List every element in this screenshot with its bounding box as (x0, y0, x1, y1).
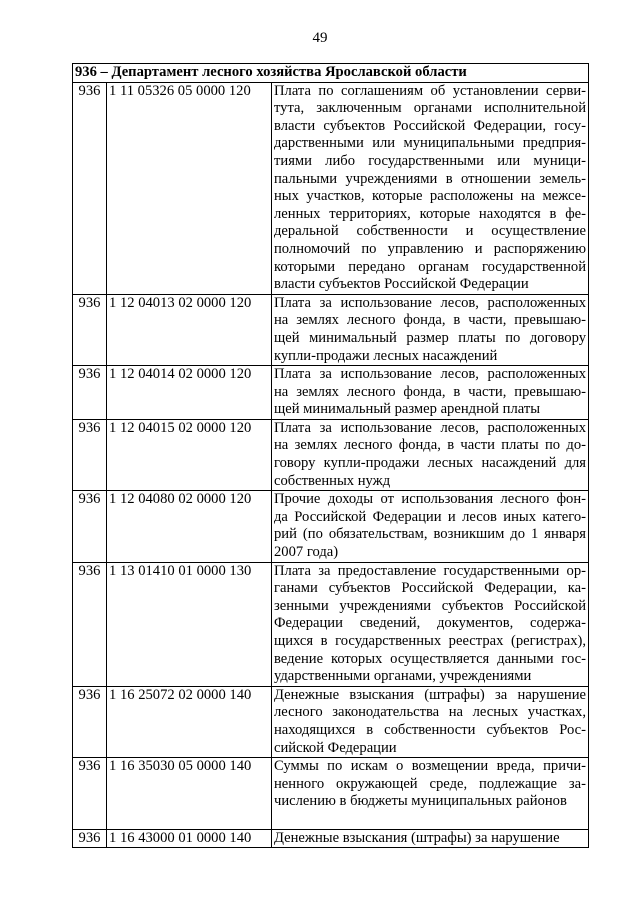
table-row (73, 419, 589, 490)
description-line: ных участков, которые расположены на межсе- (274, 188, 587, 205)
kbk-code-cell: 1 13 01410 01 0000 130 (107, 562, 272, 686)
description-line: пальными учреждениями в отношении земель- (274, 170, 587, 187)
description-line: Плата за использование лесов, расположенных (274, 419, 587, 436)
description-line: власти субъектов Российской Федерации (274, 276, 529, 293)
description-line: ударственными органами, учреждениями (274, 668, 532, 685)
admin-code-cell: 936 (73, 82, 107, 294)
description-cell (272, 82, 589, 294)
description-cell (272, 829, 589, 848)
description-line: на землях лесного фонда, в части, превышаю- (274, 312, 587, 329)
description-line: зенными учреждениями субъектов Российской (274, 597, 587, 614)
description-line: находящихся в собственности субъектов Рос- (274, 721, 587, 738)
description-line: Денежные взыскания (штрафы) за нарушение (274, 686, 587, 703)
admin-code-cell: 936 (73, 829, 107, 848)
admin-code-cell: 936 (73, 686, 107, 757)
page-number: 49 (312, 30, 328, 46)
description-line: тиями либо государственными или муници- (274, 152, 587, 169)
table-row (73, 366, 589, 420)
table-row (73, 82, 589, 294)
description-cell (272, 562, 589, 686)
section-header-row (73, 64, 589, 83)
kbk-code-cell: 1 12 04013 02 0000 120 (107, 294, 272, 365)
description-line: полномочий по управлению и распоряжению (274, 240, 587, 257)
description-line: сийской Федерации (274, 739, 397, 756)
description-line: щей минимальный размер арендной платы (274, 401, 541, 418)
description-cell (272, 686, 589, 757)
description-line: 2007 года) (274, 544, 339, 561)
description-line: Плата за предоставление государственными ор- (274, 562, 587, 579)
description-line: которыми передано органам государственной (274, 258, 587, 275)
admin-code-cell: 936 (73, 294, 107, 365)
description-line: деральной собственности и осуществление (274, 223, 587, 240)
description-line: ленных территориях, которые находятся в фе- (274, 205, 587, 222)
description-line: Прочие доходы от использования лесного фон- (274, 491, 587, 508)
description-line: Денежные взыскания (штрафы) за нарушение (274, 829, 560, 846)
description-line: да Российской Федерации и лесов иных катего- (274, 508, 587, 525)
description-line: Федерации сведений, документов, содержа- (274, 615, 587, 632)
kbk-code-cell: 1 16 35030 05 0000 140 (107, 758, 272, 829)
admin-code-cell: 936 (73, 562, 107, 686)
description-cell (272, 419, 589, 490)
section-header: 936 – Департамент лесного хозяйства Ярославской области (73, 64, 589, 83)
admin-code-cell: 936 (73, 758, 107, 829)
description-line: дарственными или муниципальными предприя- (274, 135, 587, 152)
description-line: на землях лесного фонда, в части, превышаю- (274, 383, 587, 400)
description-line: рий (по обязательствам, возникшим до 1 января (274, 526, 587, 543)
admin-code-cell: 936 (73, 366, 107, 420)
description-line: Плата за использование лесов, расположенных (274, 366, 587, 383)
table-row (73, 294, 589, 365)
table-row (73, 829, 589, 848)
admin-code-cell: 936 (73, 419, 107, 490)
description-line: власти субъектов Российской Федерации, госу- (274, 117, 587, 134)
description-line: Суммы по искам о возмещении вреда, причи- (274, 758, 587, 775)
description-line: щей минимальный размер платы по договору (274, 329, 587, 346)
table-row (73, 758, 589, 829)
description-cell (272, 366, 589, 420)
description-line: числению в бюджеты муниципальных районов (274, 793, 567, 810)
kbk-code-cell: 1 16 43000 01 0000 140 (107, 829, 272, 848)
blank-line (274, 811, 586, 829)
description-cell (272, 294, 589, 365)
kbk-code-cell: 1 12 04014 02 0000 120 (107, 366, 272, 420)
description-line: Плата по соглашениям об установлении серви- (274, 82, 587, 99)
description-line: лесного законодательства на лесных участках, (274, 704, 587, 721)
description-line: Плата за использование лесов, расположенных (274, 294, 587, 311)
description-line: на землях лесного фонда, в части платы по до- (274, 437, 587, 454)
kbk-code-cell: 1 16 25072 02 0000 140 (107, 686, 272, 757)
description-cell (272, 758, 589, 829)
description-line: тута, заключенным органами исполнительной (274, 100, 587, 117)
description-cell (272, 491, 589, 562)
description-line: собственных нужд (274, 472, 391, 489)
kbk-code-cell: 1 11 05326 05 0000 120 (107, 82, 272, 294)
admin-code-cell: 936 (73, 491, 107, 562)
budget-codes-table (72, 63, 589, 848)
description-line: ведение которых осуществляется данными гос- (274, 650, 587, 667)
kbk-code-cell: 1 12 04080 02 0000 120 (107, 491, 272, 562)
table-row (73, 686, 589, 757)
table-row (73, 491, 589, 562)
description-line: купли-продажи лесных насаждений (274, 347, 498, 364)
description-line: щихся в государственных реестрах (регистрах), (274, 633, 587, 649)
kbk-code-cell: 1 12 04015 02 0000 120 (107, 419, 272, 490)
table-row (73, 562, 589, 686)
description-line: ненного окружающей среде, подлежащие за- (274, 775, 587, 792)
description-line: ганами субъектов Российской Федерации, ка- (274, 580, 587, 597)
description-line: говору купли-продажи лесных насаждений для (274, 455, 587, 472)
